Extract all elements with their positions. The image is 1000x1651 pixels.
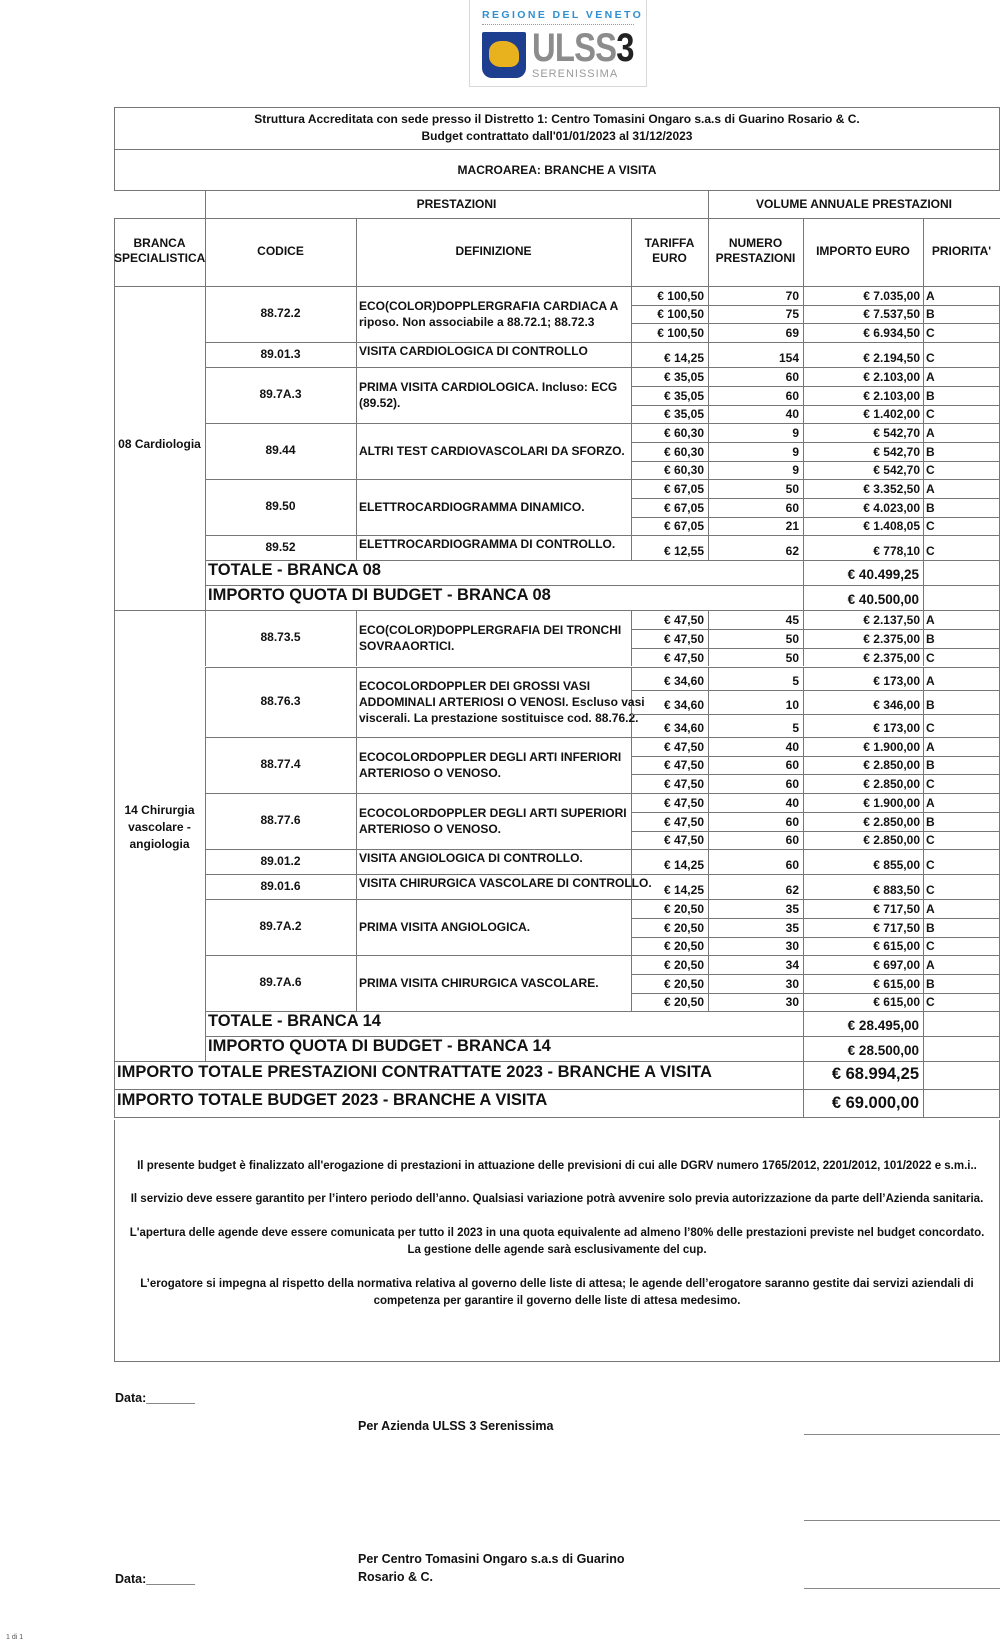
logo-sub: SERENISSIMA	[532, 68, 619, 80]
codice-cell: 89.44	[265, 443, 296, 458]
importo-cell: € 3.352,50	[863, 482, 920, 496]
tariffa-cell: € 35,05	[663, 369, 704, 384]
note-erogatore-1: L’erogatore si impegna al rispetto della normativa relativa al governo delle liste di attesa; le agende dell’erogatore saranno gestite dai servizi aziendali di	[140, 1278, 974, 1290]
importo-cell: € 7.537,50	[863, 307, 920, 322]
tariffa-cell: € 60,30	[663, 463, 704, 478]
definizione-cell: PRIMA VISITA CHIRURGICA VASCOLARE.	[359, 976, 599, 991]
priorita-cell: C	[926, 351, 935, 366]
importo-cell: € 778,10	[873, 544, 920, 559]
tariffa-cell: € 14,25	[663, 858, 704, 873]
date-field-2[interactable]: Data:_______	[115, 1572, 195, 1586]
numero-cell: 30	[785, 939, 799, 954]
codice-cell: 89.7A.2	[259, 919, 302, 934]
header-line2: Budget contrattato dall'01/01/2023 al 31/12/2023	[421, 129, 693, 143]
importo-cell: € 346,00	[873, 697, 920, 712]
tariffa-cell: € 20,50	[663, 995, 704, 1010]
signatory-centro: Per Centro Tomasini Ongaro s.a.s di Guarino Rosario & C.	[358, 1552, 625, 1584]
numero-cell: 75	[785, 307, 799, 322]
numero-cell: 21	[785, 519, 799, 534]
codice-cell: 89.01.6	[260, 878, 301, 893]
importo-cell: € 2.194,50	[863, 351, 920, 366]
definizione-cell: ECOCOLORDOPPLER DEGLI ARTI SUPERIORI ARTERIOSO O VENOSO.	[359, 806, 627, 837]
definizione-cell: ECOCOLORDOPPLER DEI GROSSI VASI ADDOMINALI ARTERIOSI O VENOSI. Escluso vasi viscerali. La prestazione sostituisce cod. 88.76.2.	[359, 678, 645, 725]
numero-cell: 62	[785, 544, 799, 559]
codice-cell: 89.01.2	[260, 853, 301, 868]
tariffa-cell: € 34,60	[663, 721, 704, 735]
priorita-cell: C	[926, 883, 935, 898]
importo-cell: € 2.850,00	[863, 833, 920, 848]
priorita-cell: A	[926, 425, 935, 440]
importo-cell: € 2.103,00	[863, 388, 920, 403]
logo-divider	[482, 24, 634, 25]
tariffa-cell: € 34,60	[663, 674, 704, 688]
priorita-cell: B	[926, 758, 935, 773]
priorita-cell: A	[926, 288, 935, 303]
definizione-cell: VISITA ANGIOLOGICA DI CONTROLLO.	[359, 850, 583, 865]
importo-cell: € 697,00	[873, 958, 920, 972]
note-servizio: Il servizio deve essere garantito per l’intero periodo dell’anno. Qualsiasi variazione potrà avvenire solo previa autorizzazione da parte dell’Azienda sanitaria.	[130, 1193, 984, 1205]
importo-cell: € 855,00	[873, 858, 920, 873]
col-codice: CODICE	[257, 244, 304, 258]
importo-cell: € 2.137,50	[863, 613, 920, 628]
tariffa-cell: € 20,50	[663, 939, 704, 954]
importo-cell: € 1.408,05	[863, 519, 920, 534]
col-definizione: DEFINIZIONE	[455, 244, 532, 258]
codice-cell: 88.77.4	[260, 757, 301, 772]
tariffa-cell: € 47,50	[663, 613, 704, 628]
numero-cell: 60	[785, 500, 799, 515]
signature-line-azienda[interactable]	[804, 1434, 1000, 1435]
importo-cell: € 542,70	[873, 463, 920, 478]
numero-cell: 154	[778, 351, 799, 366]
priorita-cell: C	[926, 519, 935, 534]
numero-cell: 60	[785, 758, 799, 773]
tariffa-cell: € 34,60	[663, 697, 704, 712]
numero-cell: 60	[785, 814, 799, 829]
numero-cell: 35	[785, 901, 799, 916]
page-indicator: 1 di 1	[6, 1634, 24, 1641]
numero-cell: 5	[792, 721, 799, 735]
importo-cell: € 2.103,00	[863, 369, 920, 384]
tariffa-cell: € 100,50	[657, 326, 704, 341]
col-branca: BRANCA SPECIALISTICA	[114, 236, 206, 265]
importo-cell: € 7.035,00	[863, 288, 920, 303]
priorita-cell: C	[926, 544, 935, 559]
priorita-cell: B	[926, 697, 935, 712]
numero-cell: 30	[785, 976, 799, 991]
tariffa-cell: € 47,50	[663, 777, 704, 792]
codice-cell: 89.7A.6	[259, 975, 302, 990]
numero-cell: 50	[785, 650, 799, 665]
tariffa-cell: € 67,05	[663, 500, 704, 515]
ulss3-logo	[469, 0, 647, 87]
codice-cell: 89.52	[265, 539, 296, 554]
numero-cell: 60	[785, 388, 799, 403]
numero-cell: 30	[785, 995, 799, 1010]
importo-cell: € 2.850,00	[863, 814, 920, 829]
priorita-cell: C	[926, 721, 935, 735]
definizione-cell: ALTRI TEST CARDIOVASCOLARI DA SFORZO.	[359, 444, 625, 459]
signatory-azienda: Per Azienda ULSS 3 Serenissima	[358, 1419, 554, 1433]
tariffa-cell: € 20,50	[663, 976, 704, 991]
priorita-cell: C	[926, 407, 935, 422]
branca-name: 08 Cardiologia	[118, 437, 201, 452]
priorita-cell: B	[926, 307, 935, 322]
numero-cell: 5	[792, 674, 799, 688]
importo-cell: € 2.375,00	[863, 631, 920, 646]
signature-line-blank[interactable]	[804, 1520, 1000, 1521]
numero-cell: 9	[792, 425, 799, 440]
tariffa-cell: € 47,50	[663, 814, 704, 829]
priorita-cell: C	[926, 326, 935, 341]
importo-cell: € 883,50	[873, 883, 920, 898]
group-volume: VOLUME ANNUALE PRESTAZIONI	[755, 197, 952, 211]
tariffa-cell: € 47,50	[663, 833, 704, 848]
numero-cell: 34	[785, 958, 799, 972]
priorita-cell: B	[926, 631, 935, 646]
numero-cell: 69	[785, 326, 799, 341]
tariffa-cell: € 67,05	[663, 482, 704, 496]
numero-cell: 10	[785, 697, 799, 712]
tariffa-cell: € 14,25	[663, 351, 704, 366]
importo-cell: € 173,00	[873, 721, 920, 735]
priorita-cell: C	[926, 939, 935, 954]
priorita-cell: A	[926, 674, 935, 688]
tariffa-cell: € 20,50	[663, 920, 704, 935]
priorita-cell: C	[926, 463, 935, 478]
definizione-cell: ECO(COLOR)DOPPLERGRAFIA CARDIACA A riposo. Non associabile a 88.72.1; 88.72.3	[359, 299, 619, 330]
note-erogatore-2: competenza per garantire il governo delle liste di attesa medesimo.	[373, 1295, 741, 1307]
branca-total-value: € 40.499,25	[847, 567, 919, 583]
codice-cell: 88.77.6	[260, 813, 301, 828]
branca-total-label: TOTALE - BRANCA 08	[208, 561, 381, 580]
numero-cell: 62	[785, 883, 799, 898]
branca-quota-label: IMPORTO QUOTA DI BUDGET - BRANCA 08	[208, 586, 551, 605]
importo-cell: € 2.850,00	[863, 758, 920, 773]
importo-cell: € 1.900,00	[863, 739, 920, 754]
importo-cell: € 717,50	[873, 901, 920, 916]
codice-cell: 89.01.3	[260, 346, 301, 361]
importo-cell: € 1.402,00	[863, 407, 920, 422]
tariffa-cell: € 60,30	[663, 444, 704, 459]
tariffa-cell: € 47,50	[663, 758, 704, 773]
tariffa-cell: € 47,50	[663, 795, 704, 810]
tariffa-cell: € 67,05	[663, 519, 704, 534]
priorita-cell: A	[926, 613, 935, 628]
codice-cell: 89.7A.3	[259, 387, 302, 402]
importo-cell: € 717,50	[873, 920, 920, 935]
signature-line-centro[interactable]	[804, 1588, 1000, 1589]
numero-cell: 70	[785, 288, 799, 303]
definizione-cell: VISITA CARDIOLOGICA DI CONTROLLO	[359, 343, 588, 358]
tariffa-cell: € 14,25	[663, 883, 704, 898]
definizione-cell: PRIMA VISITA ANGIOLOGICA.	[359, 920, 531, 935]
note-dgrv: Il presente budget è finalizzato all'erogazione di prestazioni in attuazione delle previsioni di cui alle DGRV numero 1765/2012, 2201/2012, 101/2022 e s.m.i..	[137, 1160, 977, 1172]
priorita-cell: A	[926, 901, 935, 916]
priorita-cell: C	[926, 995, 935, 1010]
header-line1: Struttura Accreditata con sede presso il Distretto 1: Centro Tomasini Ongaro s.a.s di Guarino Rosario & C.	[254, 112, 860, 126]
tariffa-cell: € 60,30	[663, 425, 704, 440]
definizione-cell: ELETTROCARDIOGRAMMA DINAMICO.	[359, 500, 585, 515]
col-importo: IMPORTO EURO	[816, 244, 910, 258]
numero-cell: 40	[785, 739, 799, 754]
numero-cell: 50	[785, 631, 799, 646]
codice-cell: 88.73.5	[260, 630, 301, 645]
tariffa-cell: € 100,50	[657, 307, 704, 322]
importo-cell: € 4.023,00	[863, 500, 920, 515]
logo-region-text: REGIONE DEL VENETO	[482, 9, 644, 21]
lion-of-saint-mark-icon	[482, 32, 526, 78]
numero-cell: 9	[792, 444, 799, 459]
importo-cell: € 1.900,00	[863, 795, 920, 810]
priorita-cell: A	[926, 369, 935, 384]
priorita-cell: A	[926, 958, 935, 972]
branca-total-value: € 28.495,00	[847, 1018, 919, 1034]
col-numero: NUMERO PRESTAZIONI	[715, 236, 796, 265]
date-field-1[interactable]: Data:_______	[115, 1391, 195, 1405]
grand-total-prestazioni-value: € 68.994,25	[831, 1065, 919, 1084]
grand-total-prestazioni-label: IMPORTO TOTALE PRESTAZIONI CONTRATTATE 2023 - BRANCHE A VISITA	[117, 1063, 712, 1082]
branca-name: 14 Chirurgia vascolare - angiologia	[124, 802, 195, 851]
importo-cell: € 6.934,50	[863, 326, 920, 341]
definizione-cell: ELETTROCARDIOGRAMMA DI CONTROLLO.	[359, 536, 616, 551]
note-agende-2: La gestione delle agende sarà esclusivamente del cup.	[407, 1244, 707, 1256]
tariffa-cell: € 47,50	[663, 631, 704, 646]
importo-cell: € 2.375,00	[863, 650, 920, 665]
tariffa-cell: € 100,50	[657, 288, 704, 303]
tariffa-cell: € 47,50	[663, 739, 704, 754]
branca-quota-value: € 28.500,00	[847, 1043, 919, 1059]
priorita-cell: C	[926, 650, 935, 665]
note-agende-1: L'apertura delle agende deve essere comunicata per tutto il 2023 in una quota equivalente ad almeno l’80% delle prestazioni previste nel budget concordato.	[129, 1227, 985, 1239]
numero-cell: 50	[785, 482, 799, 496]
logo-brand: ULSS3	[532, 26, 634, 70]
priorita-cell: C	[926, 833, 935, 848]
priorita-cell: C	[926, 777, 935, 792]
importo-cell: € 2.850,00	[863, 777, 920, 792]
priorita-cell: C	[926, 858, 935, 873]
col-priorita: PRIORITA'	[931, 244, 992, 258]
numero-cell: 40	[785, 407, 799, 422]
priorita-cell: B	[926, 500, 935, 515]
branca-quota-label: IMPORTO QUOTA DI BUDGET - BRANCA 14	[208, 1037, 551, 1056]
numero-cell: 35	[785, 920, 799, 935]
group-prestazioni: PRESTAZIONI	[416, 197, 497, 211]
tariffa-cell: € 20,50	[663, 958, 704, 972]
priorita-cell: B	[926, 976, 935, 991]
numero-cell: 60	[785, 833, 799, 848]
grand-total-budget-value: € 69.000,00	[831, 1094, 919, 1113]
priorita-cell: A	[926, 795, 935, 810]
definizione-cell: ECOCOLORDOPPLER DEGLI ARTI INFERIORI ARTERIOSO O VENOSO.	[359, 750, 622, 781]
codice-cell: 89.50	[265, 499, 296, 514]
importo-cell: € 615,00	[873, 976, 920, 991]
priorita-cell: A	[926, 482, 935, 496]
tariffa-cell: € 20,50	[663, 901, 704, 916]
branca-total-label: TOTALE - BRANCA 14	[208, 1012, 381, 1031]
numero-cell: 60	[785, 777, 799, 792]
numero-cell: 45	[785, 613, 799, 628]
grand-total-budget-label: IMPORTO TOTALE BUDGET 2023 - BRANCHE A VISITA	[117, 1091, 548, 1110]
definizione-cell: VISITA CHIRURGICA VASCOLARE DI CONTROLLO.	[359, 875, 652, 890]
numero-cell: 60	[785, 858, 799, 873]
numero-cell: 40	[785, 795, 799, 810]
numero-cell: 9	[792, 463, 799, 478]
tariffa-cell: € 12,55	[663, 544, 704, 559]
importo-cell: € 615,00	[873, 995, 920, 1010]
priorita-cell: B	[926, 444, 935, 459]
macroarea-title: MACROAREA: BRANCHE A VISITA	[457, 163, 657, 177]
codice-cell: 88.72.2	[260, 306, 301, 321]
tariffa-cell: € 35,05	[663, 407, 704, 422]
importo-cell: € 615,00	[873, 939, 920, 954]
priorita-cell: B	[926, 814, 935, 829]
importo-cell: € 173,00	[873, 674, 920, 688]
codice-cell: 88.76.3	[260, 693, 301, 708]
numero-cell: 60	[785, 369, 799, 384]
definizione-cell: ECO(COLOR)DOPPLERGRAFIA DEI TRONCHI SOVRAAORTICI.	[359, 623, 622, 654]
tariffa-cell: € 47,50	[663, 650, 704, 665]
branca-quota-value: € 40.500,00	[847, 592, 919, 608]
tariffa-cell: € 35,05	[663, 388, 704, 403]
priorita-cell: B	[926, 388, 935, 403]
priorita-cell: B	[926, 920, 935, 935]
definizione-cell: PRIMA VISITA CARDIOLOGICA. Incluso: ECG (89.52).	[359, 380, 618, 411]
importo-cell: € 542,70	[873, 425, 920, 440]
col-tariffa: TARIFFA EURO	[644, 236, 695, 265]
priorita-cell: A	[926, 739, 935, 754]
importo-cell: € 542,70	[873, 444, 920, 459]
